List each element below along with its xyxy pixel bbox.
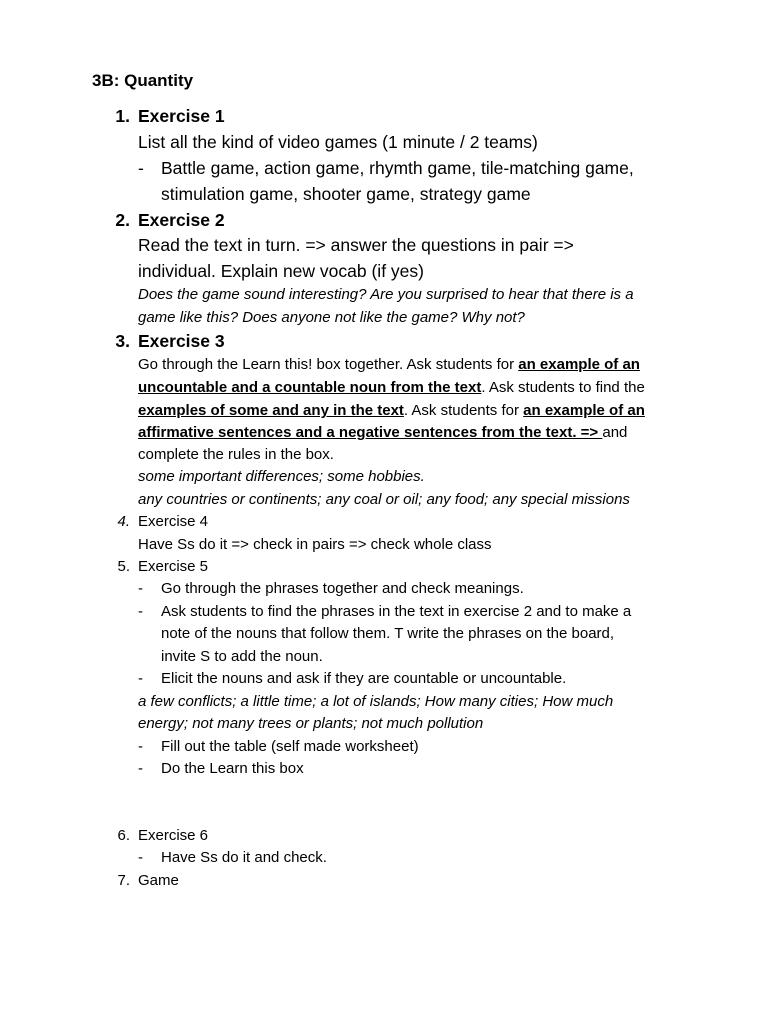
ex2-number: 2.	[115, 210, 130, 230]
ex1-text: List all the kind of video games (1 minute / 2 teams)	[138, 132, 538, 152]
ex5-examples-line1: a few conflicts; a little time; a lot of islands; How many cities; How much	[138, 693, 614, 710]
ex2-heading: Exercise 2	[138, 210, 225, 230]
ex3-heading: Exercise 3	[138, 331, 225, 351]
ex1-bullet-line1: Battle game, action game, rhymth game, tile-matching game,	[161, 158, 634, 178]
ex1-dash: -	[138, 158, 144, 178]
ex3-line3-text: . Ask students for	[403, 402, 524, 419]
ex3-line1-text: Go through the Learn this! box together. Ask students for	[138, 356, 519, 373]
ex1-bullet-line2: stimulation game, shooter game, strategy game	[161, 184, 531, 204]
page-title: 3B: Quantity	[92, 71, 194, 90]
ex1-number: 1.	[115, 106, 130, 126]
ex3-number: 3.	[115, 331, 130, 351]
ex5-dash2: -	[138, 603, 143, 620]
ex3-line4-emphasis: affirmative sentences and a negative sentences from the text. =>	[138, 424, 603, 441]
ex2-question-line1: Does the game sound interesting? Are you surprised to hear that there is a	[138, 286, 634, 303]
ex5-dash3: -	[138, 670, 143, 687]
ex5-dash1: -	[138, 580, 143, 597]
ex3-line2-emphasis: uncountable and a countable noun from the text	[138, 379, 482, 396]
ex3-line2-text: . Ask students to find the	[481, 379, 645, 396]
ex6-bullet1: Have Ss do it and check.	[161, 849, 327, 866]
ex4-number: 4.	[117, 513, 130, 530]
ex3-line3-emphasis2: an example of an	[523, 402, 645, 419]
ex3-line4-text: and	[602, 424, 628, 441]
ex3-line5: complete the rules in the box.	[138, 446, 334, 463]
ex3-line1	[138, 356, 640, 373]
ex3-line1-emphasis: an example of an	[518, 356, 640, 373]
ex3-line3-emphasis: examples of some and any in the text	[138, 402, 404, 419]
ex2-text-line1: Read the text in turn. => answer the questions in pair =>	[138, 235, 574, 255]
ex3-line4	[138, 424, 627, 441]
ex4-text: Have Ss do it => check in pairs => check whole class	[138, 536, 492, 553]
ex5-bullet3: Elicit the nouns and ask if they are countable or uncountable.	[161, 670, 567, 687]
ex5-bullet5: Do the Learn this box	[161, 760, 304, 777]
ex6-dash1: -	[138, 849, 143, 866]
ex2-text-line2: individual. Explain new vocab (if yes)	[138, 261, 424, 281]
ex5-bullet2-line3: invite S to add the noun.	[161, 648, 323, 665]
ex3-line2	[138, 379, 645, 396]
ex7-heading: Game	[138, 872, 179, 889]
ex7-number: 7.	[117, 872, 130, 889]
ex3-example-some: some important differences; some hobbies.	[138, 468, 425, 485]
ex5-bullet2-line1: Ask students to find the phrases in the text in exercise 2 and to make a	[161, 603, 632, 620]
ex5-heading: Exercise 5	[138, 558, 209, 575]
ex5-dash5: -	[138, 760, 143, 777]
ex5-dash4: -	[138, 738, 143, 755]
ex1-heading: Exercise 1	[138, 106, 225, 126]
ex5-number: 5.	[117, 558, 130, 575]
ex4-heading: Exercise 4	[138, 513, 209, 530]
ex6-heading: Exercise 6	[138, 827, 209, 844]
ex5-bullet2-line2: note of the nouns that follow them. T write the phrases on the board,	[161, 625, 615, 642]
ex5-bullet4: Fill out the table (self made worksheet)	[161, 738, 419, 755]
ex2-question-line2: game like this? Does anyone not like the game? Why not?	[138, 309, 525, 326]
ex5-bullet1: Go through the phrases together and check meanings.	[161, 580, 524, 597]
ex5-examples-line2: energy; not many trees or plants; not much pollution	[138, 715, 484, 732]
ex3-example-any: any countries or continents; any coal or oil; any food; any special missions	[138, 491, 630, 508]
ex3-line3	[138, 402, 645, 419]
ex6-number: 6.	[117, 827, 130, 844]
